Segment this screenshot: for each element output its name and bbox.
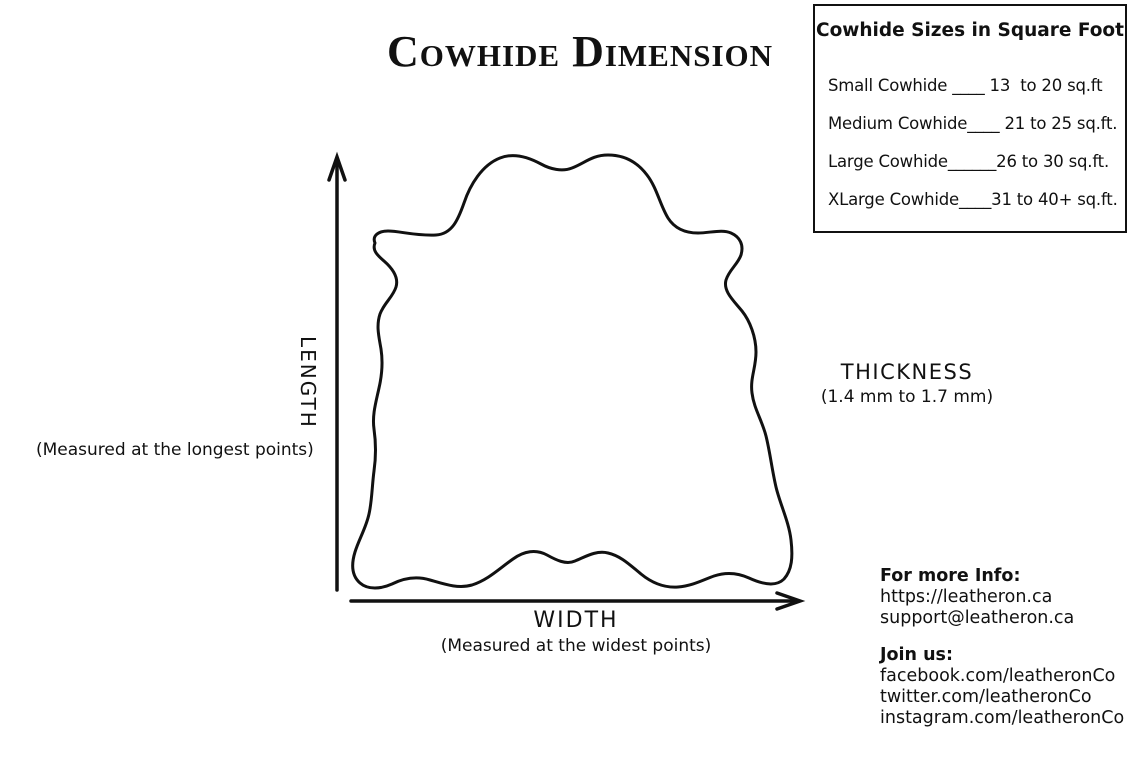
size-row-xlarge: XLarge Cowhide____31 to 40+ sq.ft.: [828, 190, 1118, 209]
width-axis-label: WIDTH: [533, 608, 619, 633]
length-axis-label: LENGTH: [296, 336, 320, 429]
support-email: support@leatheron.ca: [880, 608, 1075, 628]
size-row-small: Small Cowhide ____ 13 to 20 sq.ft: [828, 76, 1103, 95]
page-title: Cowhide Dimension: [386, 27, 774, 76]
contact-block: [880, 566, 1136, 729]
size-row-large: Large Cowhide______26 to 30 sq.ft.: [828, 152, 1109, 171]
cowhide-outline: [353, 155, 792, 588]
size-row-medium: Medium Cowhide____ 21 to 25 sq.ft.: [828, 114, 1118, 133]
length-axis-note: (Measured at the longest points): [36, 440, 314, 460]
website-url: https://leatheron.ca: [880, 587, 1053, 607]
join-heading: Join us:: [880, 645, 953, 665]
size-chart-title: Cowhide Sizes in Square Foot: [816, 20, 1124, 41]
length-arrow: [329, 157, 345, 590]
width-axis-group: [350, 608, 802, 656]
instagram-link: instagram.com/leatheronCo: [880, 708, 1125, 728]
thickness-group: [792, 360, 1022, 407]
thickness-value: (1.4 mm to 1.7 mm): [820, 387, 994, 407]
twitter-link: twitter.com/leatheronCo: [880, 687, 1092, 707]
thickness-label: THICKNESS: [840, 360, 974, 384]
width-axis-note: (Measured at the widest points): [440, 636, 712, 656]
facebook-link: facebook.com/leatheronCo: [880, 666, 1116, 686]
size-chart-box: [813, 4, 1127, 233]
width-arrow: [351, 593, 800, 609]
info-heading: For more Info:: [880, 566, 1021, 586]
